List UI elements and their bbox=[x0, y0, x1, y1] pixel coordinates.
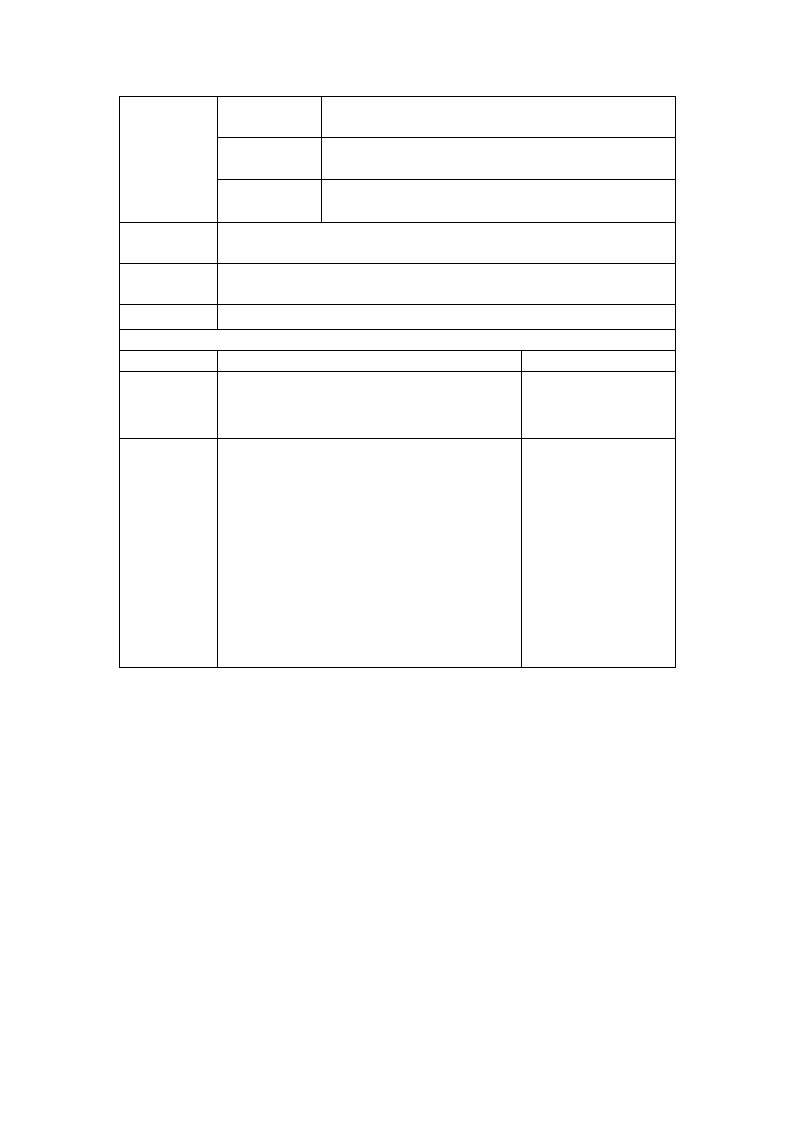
column-header-teacher bbox=[218, 351, 522, 372]
process-teacher-moss bbox=[218, 439, 522, 668]
process-student-moss bbox=[522, 439, 676, 668]
ability-objective-label bbox=[218, 138, 322, 180]
attitude-objective-label bbox=[218, 180, 322, 223]
ability-objective-text bbox=[322, 138, 676, 180]
process-content-intro bbox=[120, 372, 218, 439]
difficult-points-label bbox=[120, 264, 218, 305]
attitude-objective-text bbox=[322, 180, 676, 223]
column-header-student bbox=[522, 351, 676, 372]
objectives-header bbox=[120, 97, 218, 223]
process-heading bbox=[120, 330, 676, 351]
method-value bbox=[218, 305, 676, 330]
column-header-content bbox=[120, 351, 218, 372]
method-label bbox=[120, 305, 218, 330]
knowledge-objective-label bbox=[218, 97, 322, 138]
lesson-plan-table bbox=[119, 96, 676, 668]
process-student-intro bbox=[522, 372, 676, 439]
key-points-label bbox=[120, 223, 218, 264]
process-teacher-intro bbox=[218, 372, 522, 439]
knowledge-objective-text bbox=[322, 97, 676, 138]
key-points-text bbox=[218, 223, 676, 264]
difficult-points-text bbox=[218, 264, 676, 305]
process-content-moss bbox=[120, 439, 218, 668]
